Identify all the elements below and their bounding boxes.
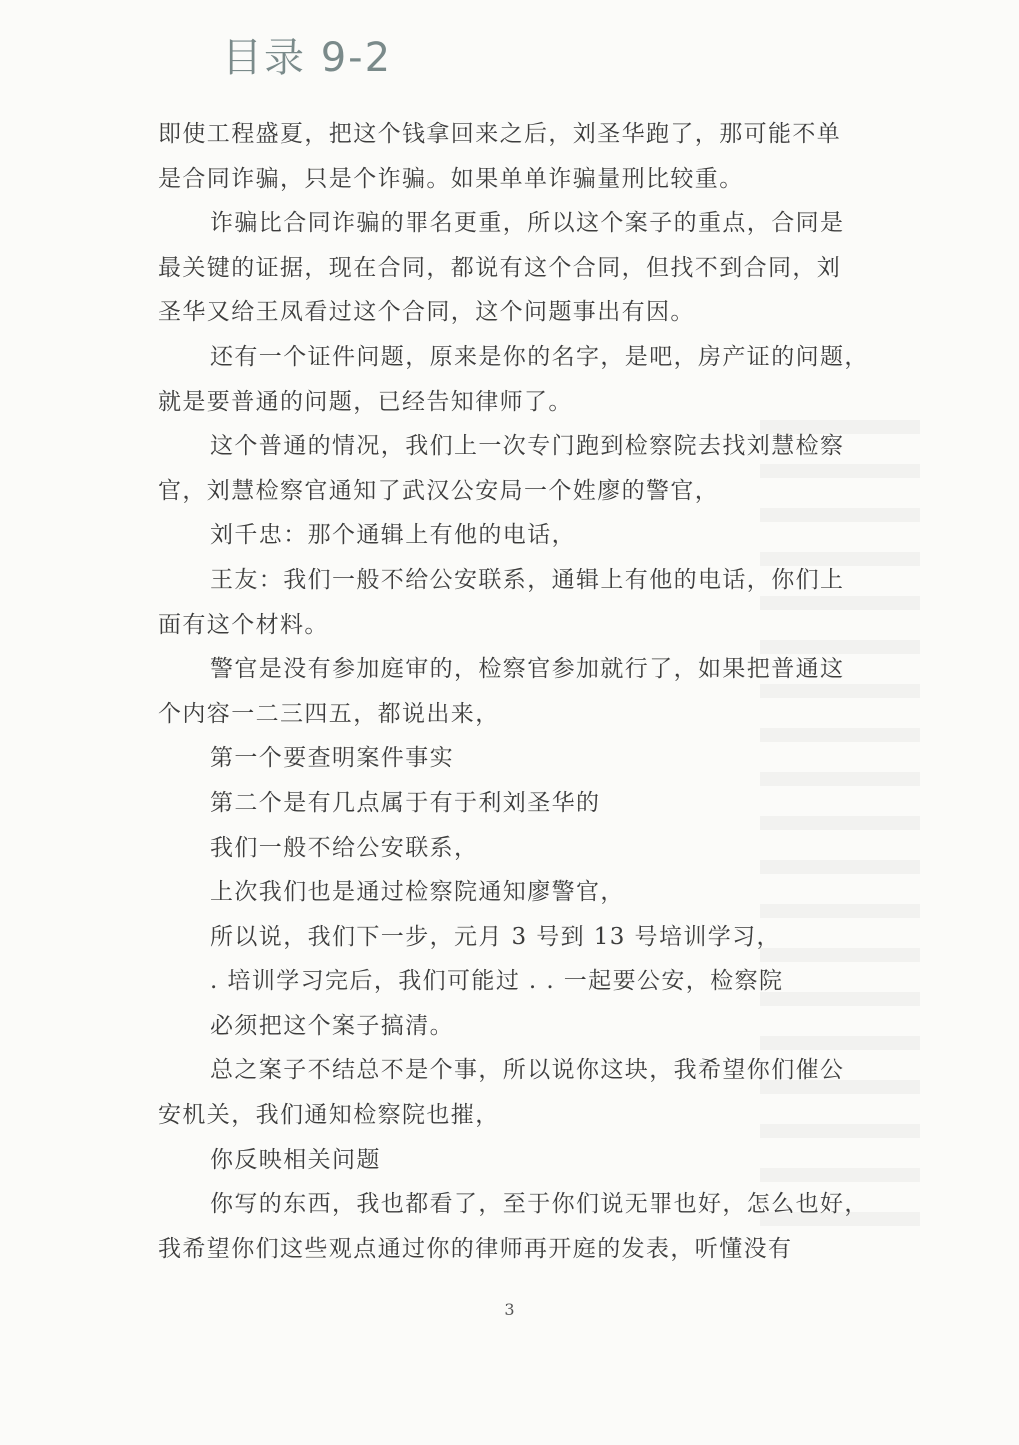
text-line: 第一个要查明案件事实: [210, 745, 454, 772]
text-line: 刘千忠：那个通辑上有他的电话，: [210, 522, 576, 549]
document-body: [158, 112, 880, 1271]
text-line: 警官是没有参加庭审的，检察官参加就行了，如果把普通这: [210, 656, 845, 683]
text-line: 是合同诈骗，只是个诈骗。如果单单诈骗量刑比较重。: [158, 165, 744, 192]
text-line: 安机关，我们通知检察院也摧，: [158, 1102, 500, 1129]
text-line: 还有一个证件问题，原来是你的名字，是吧，房产证的问题，: [210, 343, 869, 370]
text-line: 王友：我们一般不给公安联系，通辑上有他的电话，你们上: [210, 566, 845, 593]
text-line: 就是要普通的问题，已经告知律师了。: [158, 388, 573, 415]
text-line: 必须把这个案子搞清。: [210, 1012, 454, 1039]
text-line: 圣华又给王凤看过这个合同，这个问题事出有因。: [158, 299, 695, 326]
text-line: 我希望你们这些观点通过你的律师再开庭的发表，听懂没有: [158, 1235, 793, 1262]
text-line: 你写的东西，我也都看了，至于你们说无罪也好，怎么也好，: [210, 1191, 869, 1218]
text-line: 官，刘慧检察官通知了武汉公安局一个姓廖的警官，: [158, 477, 720, 504]
text-line: 最关键的证据，现在合同，都说有这个合同，但找不到合同，刘: [158, 254, 842, 281]
text-line: 即使工程盛夏，把这个钱拿回来之后，刘圣华跑了，那可能不单: [158, 121, 842, 147]
text-line: 总之案子不结总不是个事，所以说你这块，我希望你们催公: [210, 1057, 845, 1084]
text-line: 这个普通的情况，我们上一次专门跑到检察院去找刘慧检察: [210, 433, 845, 460]
text-line: 个内容一二三四五，都说出来，: [158, 700, 500, 727]
text-line: 上次我们也是通过检察院通知廖警官，: [210, 879, 625, 906]
text-line: 面有这个材料。: [158, 611, 329, 638]
document-heading: 目录 9-2: [222, 35, 393, 81]
text-line: 你反映相关问题: [210, 1146, 381, 1173]
text-line: 我们一般不给公安联系，: [210, 834, 479, 861]
text-line: 第二个是有几点属于有于利刘圣华的: [210, 789, 601, 816]
text-line: . 培训学习完后，我们可能过 . . 一起要公安，检察院: [210, 968, 784, 995]
text-line: 所以说，我们下一步，元月 3 号到 13 号培训学习，: [210, 923, 781, 950]
text-line: 诈骗比合同诈骗的罪名更重，所以这个案子的重点，合同是: [210, 210, 845, 237]
page-number: 3: [504, 1300, 515, 1319]
